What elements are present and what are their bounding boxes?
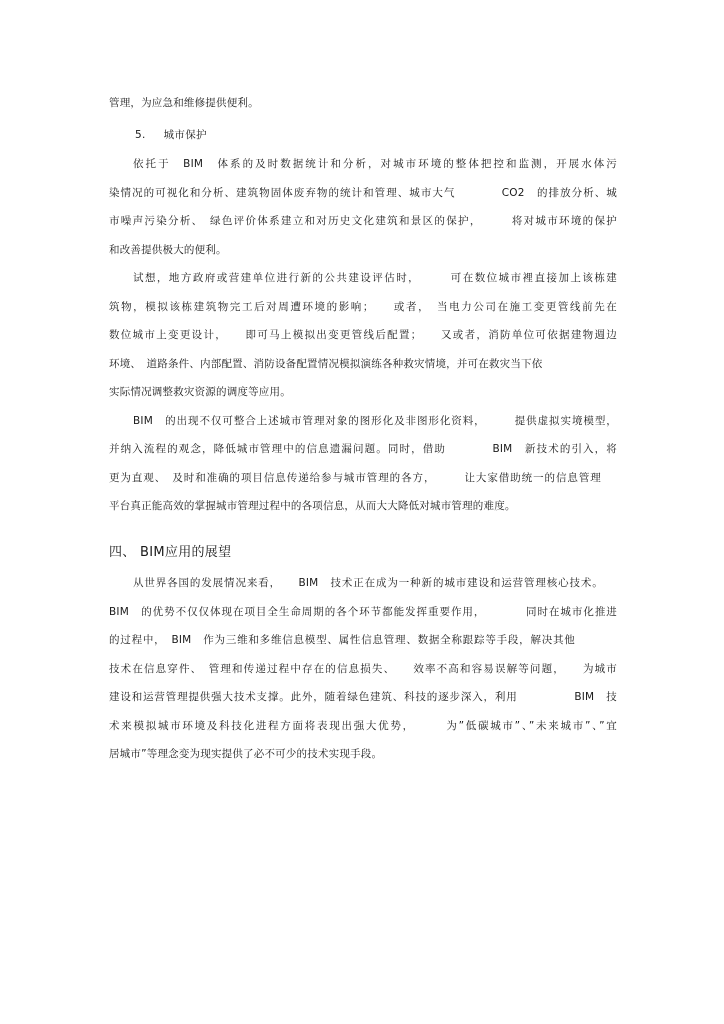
paragraph-line: 依托于 BIM 体系的及时数据统计和分析，对城市环境的整体把控和监测，开展水体污 xyxy=(133,158,617,170)
paragraph-line: 的过程中， BIM 作为三维和多维信息模型、属性信息管理、数据全称跟踪等手段，解决其他 xyxy=(109,634,575,646)
paragraph-line: 术来模拟城市环境及科技化进程方面将表现出强大优势， 为”低碳城市”、”未来城市”、”宜 xyxy=(109,720,617,732)
section-heading: 四、 BIM应用的展望 xyxy=(109,545,232,560)
paragraph-line: 技术在信息穿件、 管理和传递过程中存在的信息损失、 效率不高和容易误解等问题， 为城市 xyxy=(109,663,617,675)
paragraph-line: 筑物，模拟该栋建筑物完工后对周遭环境的影响； 或者， 当电力公司在施工变更管线前先在 xyxy=(109,301,617,313)
paragraph-line: 建设和运营管理提供强大技术支撑。此外，随着绿色建筑、科技的逐步深入，利用 BIM 技 xyxy=(109,691,617,703)
paragraph-line: 染情况的可视化和分析、建筑物固体废弃物的统计和管理、城市大气 CO2 的排放分析、城 xyxy=(109,187,617,199)
paragraph-line: 更为直观、 及时和准确的项目信息传递给参与城市管理的各方， 让大家借助统一的信息管理 xyxy=(109,472,601,484)
subsection-heading xyxy=(135,128,207,142)
paragraph-line: 数位城市上变更设计， 即可马上模拟出变更管线后配置； 又或者，消防单位可依据建物週边 xyxy=(109,329,617,341)
paragraph-line: BIM 的出现不仅可整合上述城市管理对象的图形化及非图形化资料， 提供虚拟实境模型， xyxy=(133,415,617,427)
subsection-number: 5. xyxy=(135,129,146,141)
paragraph-line: 居城市”等理念变为现实提供了必不可少的技术实现手段。 xyxy=(109,748,383,760)
paragraph-line: 和改善提供极大的便利。 xyxy=(109,244,227,256)
paragraph-line: 试想，地方政府或营建单位进行新的公共建设评估时， 可在数位城市裡直接加上该栋建 xyxy=(133,272,617,284)
paragraph-line: 并纳入流程的观念，降低城市管理中的信息遗漏问题。同时，借助 BIM 新技术的引入，将 xyxy=(109,443,617,455)
paragraph-line: 管理，为应急和维修提供便利。 xyxy=(109,97,259,109)
paragraph-line: 环境、 道路条件、内部配置、消防设备配置情况模拟演练各种救灾情境，并可在救灾当下依 xyxy=(109,358,543,370)
paragraph-line: 平台真正能高效的掌握城市管理过程中的各项信息，从而大大降低对城市管理的难度。 xyxy=(109,500,516,512)
paragraph-line: 从世界各国的发展情况来看， BIM 技术正在成为一种新的城市建设和运营管理核心技术。 xyxy=(133,577,603,589)
subsection-title: 城市保护 xyxy=(163,129,207,141)
paragraph-line: 实际情况调整救灾资源的调度等应用。 xyxy=(109,386,291,398)
paragraph-line: 市噪声污染分析、 绿色评价体系建立和对历史文化建筑和景区的保护， 将对城市环境的保护 xyxy=(109,215,617,227)
paragraph-line: BIM 的优势不仅仅体现在项目全生命周期的各个环节都能发挥重要作用， 同时在城市化推进 xyxy=(109,606,617,618)
